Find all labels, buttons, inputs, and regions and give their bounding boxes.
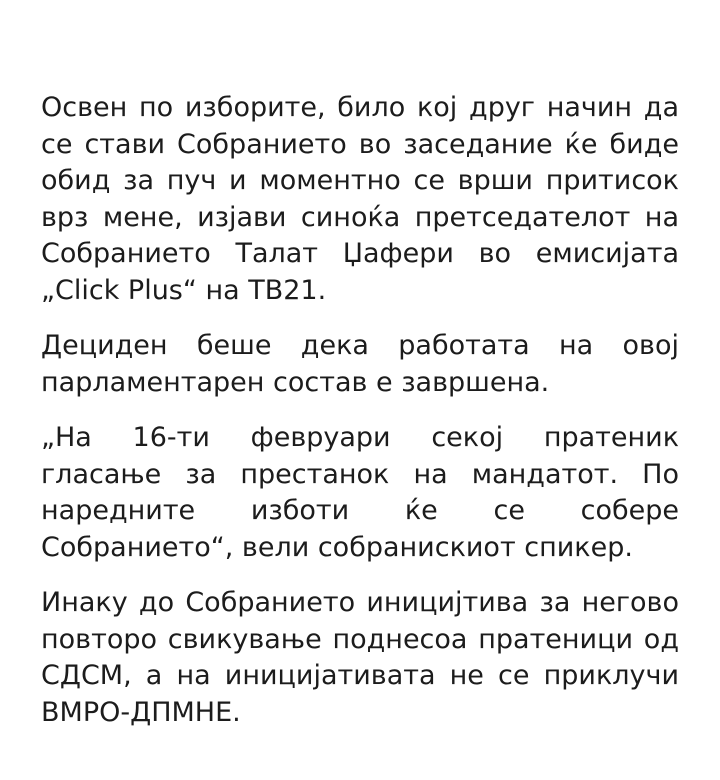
paragraph-2: Дециден беше дека работата на овој парламентарен состав е завршена. xyxy=(41,330,679,398)
paragraph-1: Освен по изборите, било кој друг начин да се стави Собранието во заседание ќе биде обид за пуч и моментно се врши притисок врз мене, изјави синоќа претседателот на Собранието Талат Џафери во емисијата „Click Plus“ на ТВ21. xyxy=(41,92,679,306)
paragraph-3: „На 16-ти февруари секој пратеник гласање за престанок на мандатот. По наредните изботи ќе се собере Собранието“, вели собранискиот спикер. xyxy=(41,422,679,563)
article-body xyxy=(41,90,679,750)
paragraph-4: Инаку до Собранието иницијтива за негово повторо свикување поднесоа пратеници од СДСМ, а на иницијативата не се приклучи ВМРО-ДПМНЕ. xyxy=(41,587,679,728)
